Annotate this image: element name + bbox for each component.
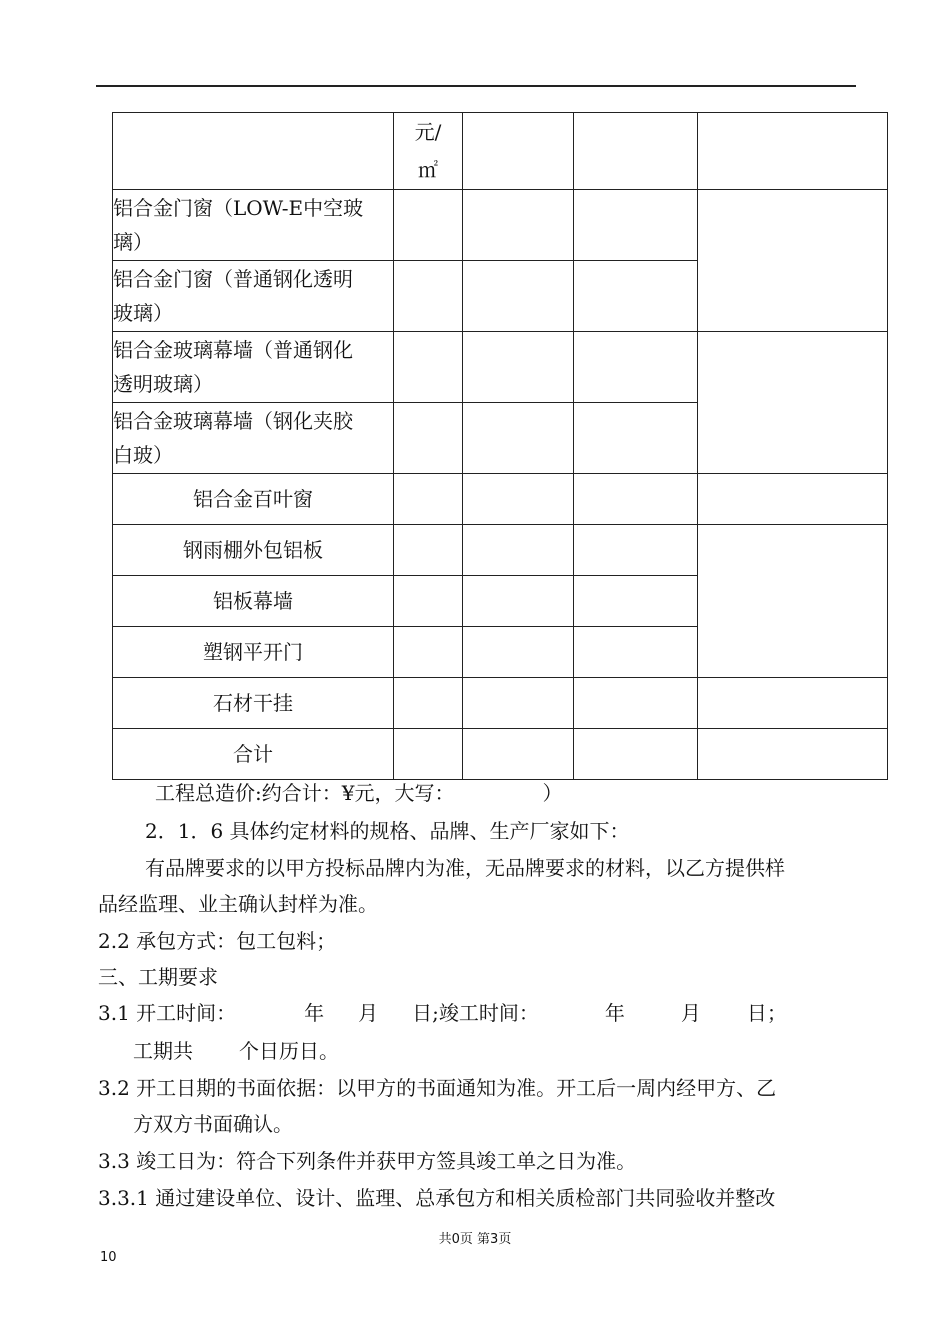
table-cell (463, 261, 574, 332)
item-name: 铝合金门窗（LOW-E中空玻 璃） (113, 190, 394, 261)
table-cell (394, 678, 463, 729)
merged-remark-cell (698, 525, 888, 678)
clause-3-1 (98, 996, 787, 1030)
table-cell (463, 729, 574, 780)
clause-2-2: 2.2 承包方式：包工包料； (98, 929, 337, 953)
table-row (113, 113, 888, 190)
table-row (113, 474, 888, 525)
total-label: 合计 (113, 729, 394, 780)
item-name: 铝合金百叶窗 (113, 474, 394, 525)
page-info-footer: 共0页 第3页 (438, 1232, 512, 1247)
duration-label: 工期共 (133, 1039, 193, 1063)
total-price-close: ） (542, 781, 563, 805)
total-price-line (155, 776, 562, 810)
clause-3-2-line2: 方双方书面确认。 (133, 1112, 293, 1136)
table-row (113, 729, 888, 780)
item-name: 石材干挂 (113, 678, 394, 729)
start-time-label: 3.1 开工时间： (98, 1001, 237, 1025)
merged-remark-cell (698, 190, 888, 332)
total-price-text: 工程总造价:约合计：¥元，大写： (155, 781, 455, 805)
table-cell (463, 474, 574, 525)
table-cell (463, 627, 574, 678)
table-cell (463, 190, 574, 261)
table-row (113, 678, 888, 729)
table-cell (394, 576, 463, 627)
clause-2-1-6: 2．1．6 具体约定材料的规格、品牌、生产厂家如下： (145, 819, 630, 843)
table-cell (394, 190, 463, 261)
table-cell (574, 525, 698, 576)
end-year-label: 年 (604, 1001, 625, 1025)
clause-3-3-1: 3.3.1 通过建设单位、设计、监理、总承包方和相关质检部门共同验收并整改 (98, 1186, 776, 1210)
table-cell (574, 403, 698, 474)
table-cell (394, 332, 463, 403)
duration-line (133, 1034, 339, 1068)
merged-remark-cell (698, 332, 888, 474)
clause-3-3: 3.3 竣工日为：符合下列条件并获甲方签具竣工单之日为准。 (98, 1149, 637, 1173)
start-month-label: 月 (358, 1001, 379, 1025)
table-cell (113, 113, 394, 190)
table-cell (394, 627, 463, 678)
table-row (113, 525, 888, 576)
price-table (112, 112, 888, 780)
table-cell (394, 729, 463, 780)
completion-time-label: 日;竣工时间： (412, 1001, 539, 1025)
unit-cell (394, 113, 463, 190)
end-day-label: 日； (746, 1001, 787, 1025)
unit-line1: 元/ (414, 120, 442, 144)
brand-paragraph-line1: 有品牌要求的以甲方投标品牌内为准，无品牌要求的材料，以乙方提供样 (145, 856, 785, 880)
table-cell (463, 403, 574, 474)
table-cell (394, 403, 463, 474)
table-cell (394, 261, 463, 332)
section-3-heading: 三、工期要求 (98, 965, 218, 989)
table-cell (574, 729, 698, 780)
item-name: 铝合金门窗（普通钢化透明 玻璃） (113, 261, 394, 332)
table-cell (574, 576, 698, 627)
table-cell (698, 678, 888, 729)
table-cell (698, 729, 888, 780)
table-cell (574, 190, 698, 261)
table-row (113, 190, 888, 261)
table-cell (574, 627, 698, 678)
table-cell (394, 525, 463, 576)
table-cell (463, 113, 574, 190)
table-cell (574, 678, 698, 729)
table-cell (574, 474, 698, 525)
header-rule (96, 85, 856, 87)
end-month-label: 月 (680, 1001, 701, 1025)
clause-3-2-line1: 3.2 开工日期的书面依据：以甲方的书面通知为准。开工后一周内经甲方、乙 (98, 1076, 777, 1100)
table-cell (463, 678, 574, 729)
page-number: 10 (100, 1250, 117, 1265)
item-name: 铝合金玻璃幕墙（普通钢化 透明玻璃） (113, 332, 394, 403)
start-year-label: 年 (304, 1001, 325, 1025)
table-cell (463, 576, 574, 627)
duration-unit: 个日历日。 (239, 1039, 339, 1063)
table-cell (698, 113, 888, 190)
item-name: 钢雨棚外包铝板 (113, 525, 394, 576)
item-name: 铝合金玻璃幕墙（钢化夹胶 白玻） (113, 403, 394, 474)
table-cell (574, 113, 698, 190)
table-cell (698, 474, 888, 525)
table-cell (574, 261, 698, 332)
table-cell (463, 332, 574, 403)
item-name: 塑钢平开门 (113, 627, 394, 678)
table-row (113, 332, 888, 403)
brand-paragraph-line2: 品经监理、业主确认封样为准。 (98, 892, 378, 916)
table-cell (463, 525, 574, 576)
item-name: 铝板幕墙 (113, 576, 394, 627)
table-cell (394, 474, 463, 525)
unit-line2: ㎡ (418, 158, 438, 182)
table-cell (574, 332, 698, 403)
